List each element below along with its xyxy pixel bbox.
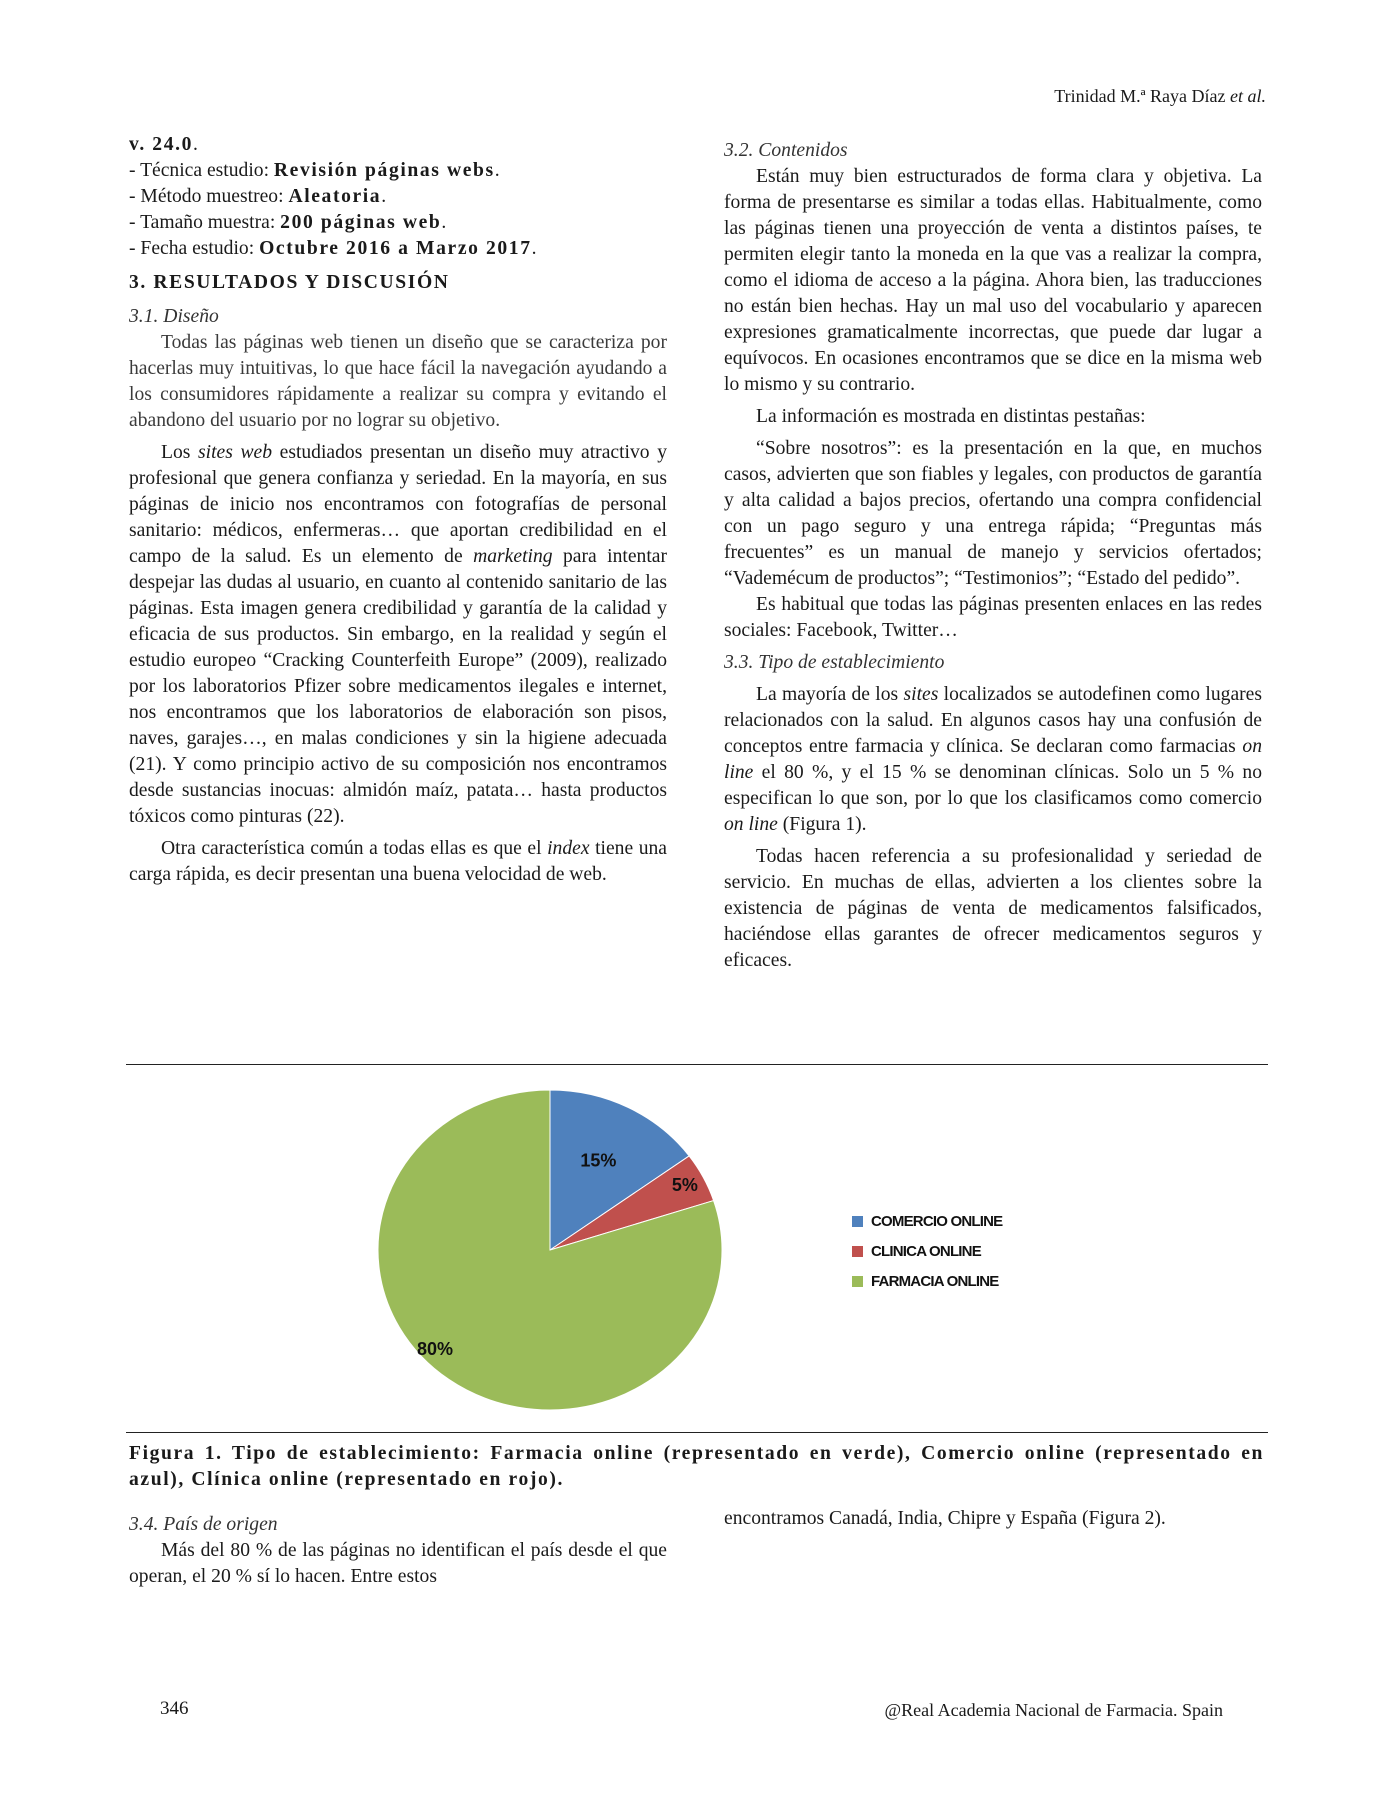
section-title: 3. RESULTADOS Y DISCUSIÓN bbox=[129, 272, 450, 293]
meta-sample-size: - Tamaño muestra: 200 páginas web. bbox=[129, 212, 447, 233]
meta-technique: - Técnica estudio: Revisión páginas webs. bbox=[129, 160, 500, 181]
chart-legend bbox=[852, 1206, 1002, 1296]
legend-item-clinica: CLINICA ONLINE bbox=[852, 1236, 1002, 1266]
version-line: v. 24.0. bbox=[129, 134, 198, 155]
pie-label-comercio: 15% bbox=[580, 1150, 617, 1171]
header-et-al: et al. bbox=[1230, 86, 1266, 106]
paragraph-diseno-2: Los sites web estudiados presentan un diseño muy atractivo y profesional que genera confianza y seriedad. En la mayoría, en sus páginas de inicio nos encontramos con fotografías de personal sanitario: médicos, enfermeras… que aportan credibilidad en el campo de la salud. Es un elemento de marketing para intentar despejar las dudas al usuario, en cuanto al contenido sanitario de las páginas. Esta imagen genera credibilidad y garantía de la calidad y eficacia de sus productos. Sin embargo, en la realidad y según el estudio europeo “Cracking Counterfeith Europe” (2009), realizado por los laboratorios Pfizer sobre medicamentos ilegales e internet, nos encontramos que los laboratorios de elaboración son pisos, naves, garajes…, en malas condiciones y sin la higiene adecuada (21). Y como principio activo de su composición nos encontramos desde sustancias inocuas: almidón maíz, patata… hasta productos tóxicos como pinturas (22). bbox=[129, 442, 667, 827]
page-number: 346 bbox=[160, 1698, 189, 1719]
paragraph-pais-1: Más del 80 % de las páginas no identifican el país desde el que operan, el 20 % sí lo hacen. Entre estos bbox=[129, 1540, 667, 1587]
pie-label-clinica: 5% bbox=[671, 1174, 698, 1195]
legend-swatch-green bbox=[852, 1276, 863, 1287]
figure-caption: Figura 1. Tipo de establecimiento: Farmacia online (representado en verde), Comercio online (representado en azul), Clínica online (representado en rojo). bbox=[129, 1443, 1264, 1490]
publisher-footer: @Real Academia Nacional de Farmacia. Spain bbox=[884, 1700, 1223, 1720]
paragraph-contenidos-2: La información es mostrada en distintas pestañas: bbox=[756, 406, 1146, 427]
running-header bbox=[1054, 86, 1266, 107]
meta-sampling: - Método muestreo: Aleatoria. bbox=[129, 186, 387, 207]
paragraph-tipo-1: La mayoría de los sites localizados se autodefinen como lugares relacionados con la salud. En algunos casos hay una confusión de conceptos entre farmacia y clínica. Se declaran como farmacias on line el 80 %, y el 15 % se denominan clínicas. Solo un 5 % no especifican lo que son, por lo que los clasificamos como comercio on line (Figura 1). bbox=[724, 684, 1262, 835]
paragraph-diseno-1: Todas las páginas web tienen un diseño que se caracteriza por hacerlas muy intuitivas, lo que hace fácil la navegación ayudando a los consumidores rápidamente a realizar su compra y evitando el abandono del usuario por no lograr su objetivo. bbox=[129, 332, 667, 431]
figure-bottom-rule bbox=[126, 1432, 1268, 1433]
legend-item-comercio: COMERCIO ONLINE bbox=[852, 1206, 1002, 1236]
legend-item-farmacia: FARMACIA ONLINE bbox=[852, 1266, 1002, 1296]
bottom-left-column bbox=[129, 1506, 667, 1590]
paragraph-contenidos-1: Están muy bien estructurados de forma clara y objetiva. La forma de presentarse es similar a todas ellas. Habitualmente, como las páginas tienen una proyección de venta a distintos países, te permiten elegir tanto la moneda en la que vas a realizar la compra, como el idioma de acceso a la página. Ahora bien, las traducciones no están bien hechas. Hay un mal uso del vocabulario y aparecen expresiones gramaticalmente incorrectas, que puede dar lugar a equívocos. En ocasiones encontramos que se dice en la misma web lo mismo y su contrario. bbox=[724, 166, 1262, 395]
figure-1 bbox=[126, 1070, 1268, 1430]
paragraph-diseno-3: Otra característica común a todas ellas es que el index tiene una carga rápida, es decir presentan una buena velocidad de web. bbox=[129, 838, 667, 885]
legend-swatch-blue bbox=[852, 1216, 863, 1227]
paragraph-tipo-2: Todas hacen referencia a su profesionalidad y seriedad de servicio. En muchas de ellas, advierten a los clientes sobre la existencia de páginas de venta de medicamentos falsificados, haciéndose ellas garantes de ofrecer medicamentos seguros y eficaces. bbox=[724, 846, 1262, 971]
meta-date: - Fecha estudio: Octubre 2016 a Marzo 2017. bbox=[129, 238, 537, 259]
left-column bbox=[129, 132, 667, 888]
legend-swatch-red bbox=[852, 1246, 863, 1257]
right-column bbox=[724, 132, 1262, 974]
header-author: Trinidad M.ª Raya Díaz bbox=[1054, 86, 1226, 106]
paragraph-pais-cont: encontramos Canadá, India, Chipre y España (Figura 2). bbox=[724, 1508, 1166, 1529]
subsection-contenidos: 3.2. Contenidos bbox=[724, 140, 848, 161]
figure-top-rule bbox=[126, 1064, 1268, 1065]
paragraph-contenidos-4: Es habitual que todas las páginas presenten enlaces en las redes sociales: Facebook, Twitter… bbox=[724, 594, 1262, 641]
pie-chart bbox=[126, 1070, 1268, 1430]
pie-label-farmacia: 80% bbox=[416, 1338, 454, 1359]
subsection-tipo: 3.3. Tipo de establecimiento bbox=[724, 652, 945, 673]
subsection-diseno: 3.1. Diseño bbox=[129, 306, 219, 327]
subsection-pais: 3.4. País de origen bbox=[129, 1514, 278, 1535]
bottom-right-column bbox=[724, 1506, 1262, 1532]
paragraph-contenidos-3: “Sobre nosotros”: es la presentación en la que, en muchos casos, advierten que son fiables y legales, con productos de garantía y alta calidad a bajos precios, ofertando una compra confidencial con un pago seguro y una entrega rápida; “Preguntas más frecuentes” es un manual de manejo y servicios ofertados; “Vademécum de productos”; “Testimonios”; “Estado del pedido”. bbox=[724, 438, 1262, 589]
